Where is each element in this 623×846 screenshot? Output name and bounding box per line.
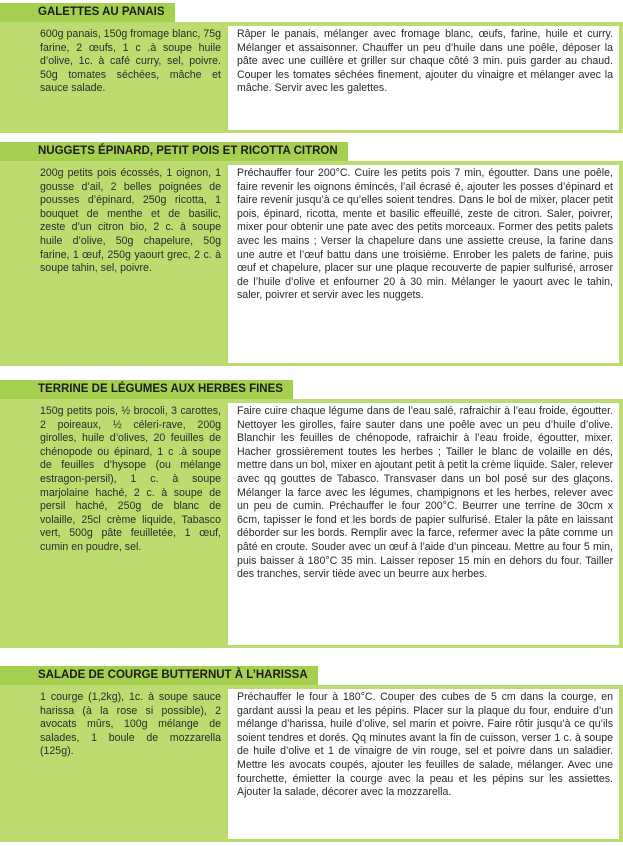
recipe-instructions: Râper le panais, mélanger avec fromage blanc, œufs, farine, huile et curry. Mélanger et assaisonner. Chauffer un peu d’huile dans une poêle, déposer la pâte avec une cuillère et griller sur chaque côté 3 min. puis garder au chaud. Couper les tomates séchées finement, ajouter du vinaigre et mélanger avec la mâche. Servir avec les galettes. <box>228 26 619 130</box>
recipe-ingredients: 150g petits pois, ½ brocoli, 3 carottes, 2 poireaux, ½ céleri-rave, 200g girolles, huile d’olives, 20 feuilles de chénopode ou épinard, 1 c .à soupe de feuilles d’hysope (ou mélange estragon-persil), 1 c. à soupe marjolaine haché, 2 c. à soupe de persil haché, 250g de blanc de volaille, 25cl crème liquide, Tabasco vert, 500g pâte feuilletée, 1 œuf, cumin en poudre, sel. <box>40 405 221 553</box>
recipe-title: GALETTES AU PANAIS <box>0 3 175 22</box>
recipe-instructions: Faire cuire chaque légume dans de l’eau salé, rafraichir à l’eau froide, égoutter. Nettoyer les girolles, faire sauter dans une poêle avec un peu d’huile d’olive. Blanchir les feuilles de chénopode, rafraichir à l’eau froide, égoutter, mixer. Hacher grossièrement toutes les herbes ; Tailler le blanc de volaille en dés, mettre dans un bol, mixer en ajoutant petit à petit la crème liquide. Saler, relever avec qq gouttes de Tabasco. Transvaser dans un bol posé sur des glaçons. Mélanger la farce avec les légumes, champignons et les herbes, relever avec un peu de cumin. Préchauffer le four 200°C. Beurrer une terrine de 30cm x 6cm, tapisser le fond et les bords de papier sulfurisé. Etaler la pâte en laissant déborder sur les bords. Remplir avec la farce, refermer avec la pâte comme un pâté en croute. Souder avec un œuf à l’aide d’un pinceau. Mettre au four 5 min, puis baisser à 180°C 35 min. Laisser reposer 15 min en dehors du four. Tailler des tranches, servir tiède avec un beurre aux herbes. <box>228 403 619 645</box>
recipe-instructions: Préchauffer le four à 180°C. Couper des cubes de 5 cm dans la courge, en gardant aussi la peau et les pépins. Placer sur la plaque du four, enduire d’un mélange d’harissa, huile d’olive, sel marin et poivre. Faire rôtir jusqu’à ce qu’ils soient tendres et dorés. Qq minutes avant la fin de cuisson, verser 1 c. à soupe de huile d’olive et 1 de vinaigre de vin rouge, sel et poivre dans un saladier. Mettre les avocats coupés, ajouter les feuilles de salade, mélanger. Avec une fourchette, émietter la courge avec la peau et les pépins sur les assiettes. Ajouter la salade, décorer avec la mozzarella. <box>228 689 619 839</box>
recipe-salade <box>0 665 623 842</box>
recipe-title: TERRINE DE LÉGUMES AUX HERBES FINES <box>0 380 293 399</box>
recipe-body <box>0 399 623 648</box>
recipe-ingredients: 600g panais, 150g fromage blanc, 75g farine, 2 œufs, 1 c .à soupe huile d’olive, 1c. à café curry, sel, poivre. 50g tomates séchées, mâche et sauce salade. <box>40 28 221 95</box>
recipe-terrine <box>0 379 623 648</box>
recipe-title: SALADE DE COURGE BUTTERNUT À L’HARISSA <box>0 666 318 685</box>
recipe-galettes <box>0 2 623 133</box>
recipe-nuggets <box>0 141 623 366</box>
recipe-title: NUGGETS ÉPINARD, PETIT POIS ET RICOTTA CITRON <box>0 142 348 161</box>
recipe-body <box>0 685 623 842</box>
recipe-body <box>0 22 623 133</box>
recipe-instructions: Préchauffer four 200°C. Cuire les petits pois 7 min, égoutter. Dans une poêle, faire revenir les oignons émincés, l’ail écrasé é, ajouter les posses d’épinard et faire revenir jusqu’à ce qu’elles soient tendres. Dans le bol de mixer, placer petit pois, épinard, ricotta, mente et basilic effeuillé, zeste de citron. Saler, poivrer, mixer pour obtenir une pate avec des petits morceaux. Former des petits palets avec les mains ; Verser la chapelure dans une assiette creuse, la farine dans une autre et l’œuf battu dans une troisième. Enrober les palets de farine, puis œuf et chapelure, placer sur une plaque recouverte de papier sulfurisé, arroser de l’huile d’olive et enfourner 20 à 30 min. Mélanger le yaourt avec le tahin, saler, poivrer et servir avec les nuggets. <box>228 165 619 363</box>
recipe-body <box>0 161 623 366</box>
recipe-ingredients: 200g petits pois écossés, 1 oignon, 1 gousse d’ail, 2 belles poignées de pousses d’épinard, 250g ricotta, 1 bouquet de menthe et de basilic, zeste d’un citron bio, 2 c. à soupe huile d’olive, 50g chapelure, 50g farine, 1 œuf, 250g yaourt grec, 2 c. à soupe tahin, sel, poivre. <box>40 167 221 275</box>
recipe-ingredients: 1 courge (1,2kg), 1c. à soupe sauce harissa (à la rose si possible), 2 avocats mûrs, 100g mélange de salades, 1 boule de mozzarella (125g). <box>40 691 221 758</box>
